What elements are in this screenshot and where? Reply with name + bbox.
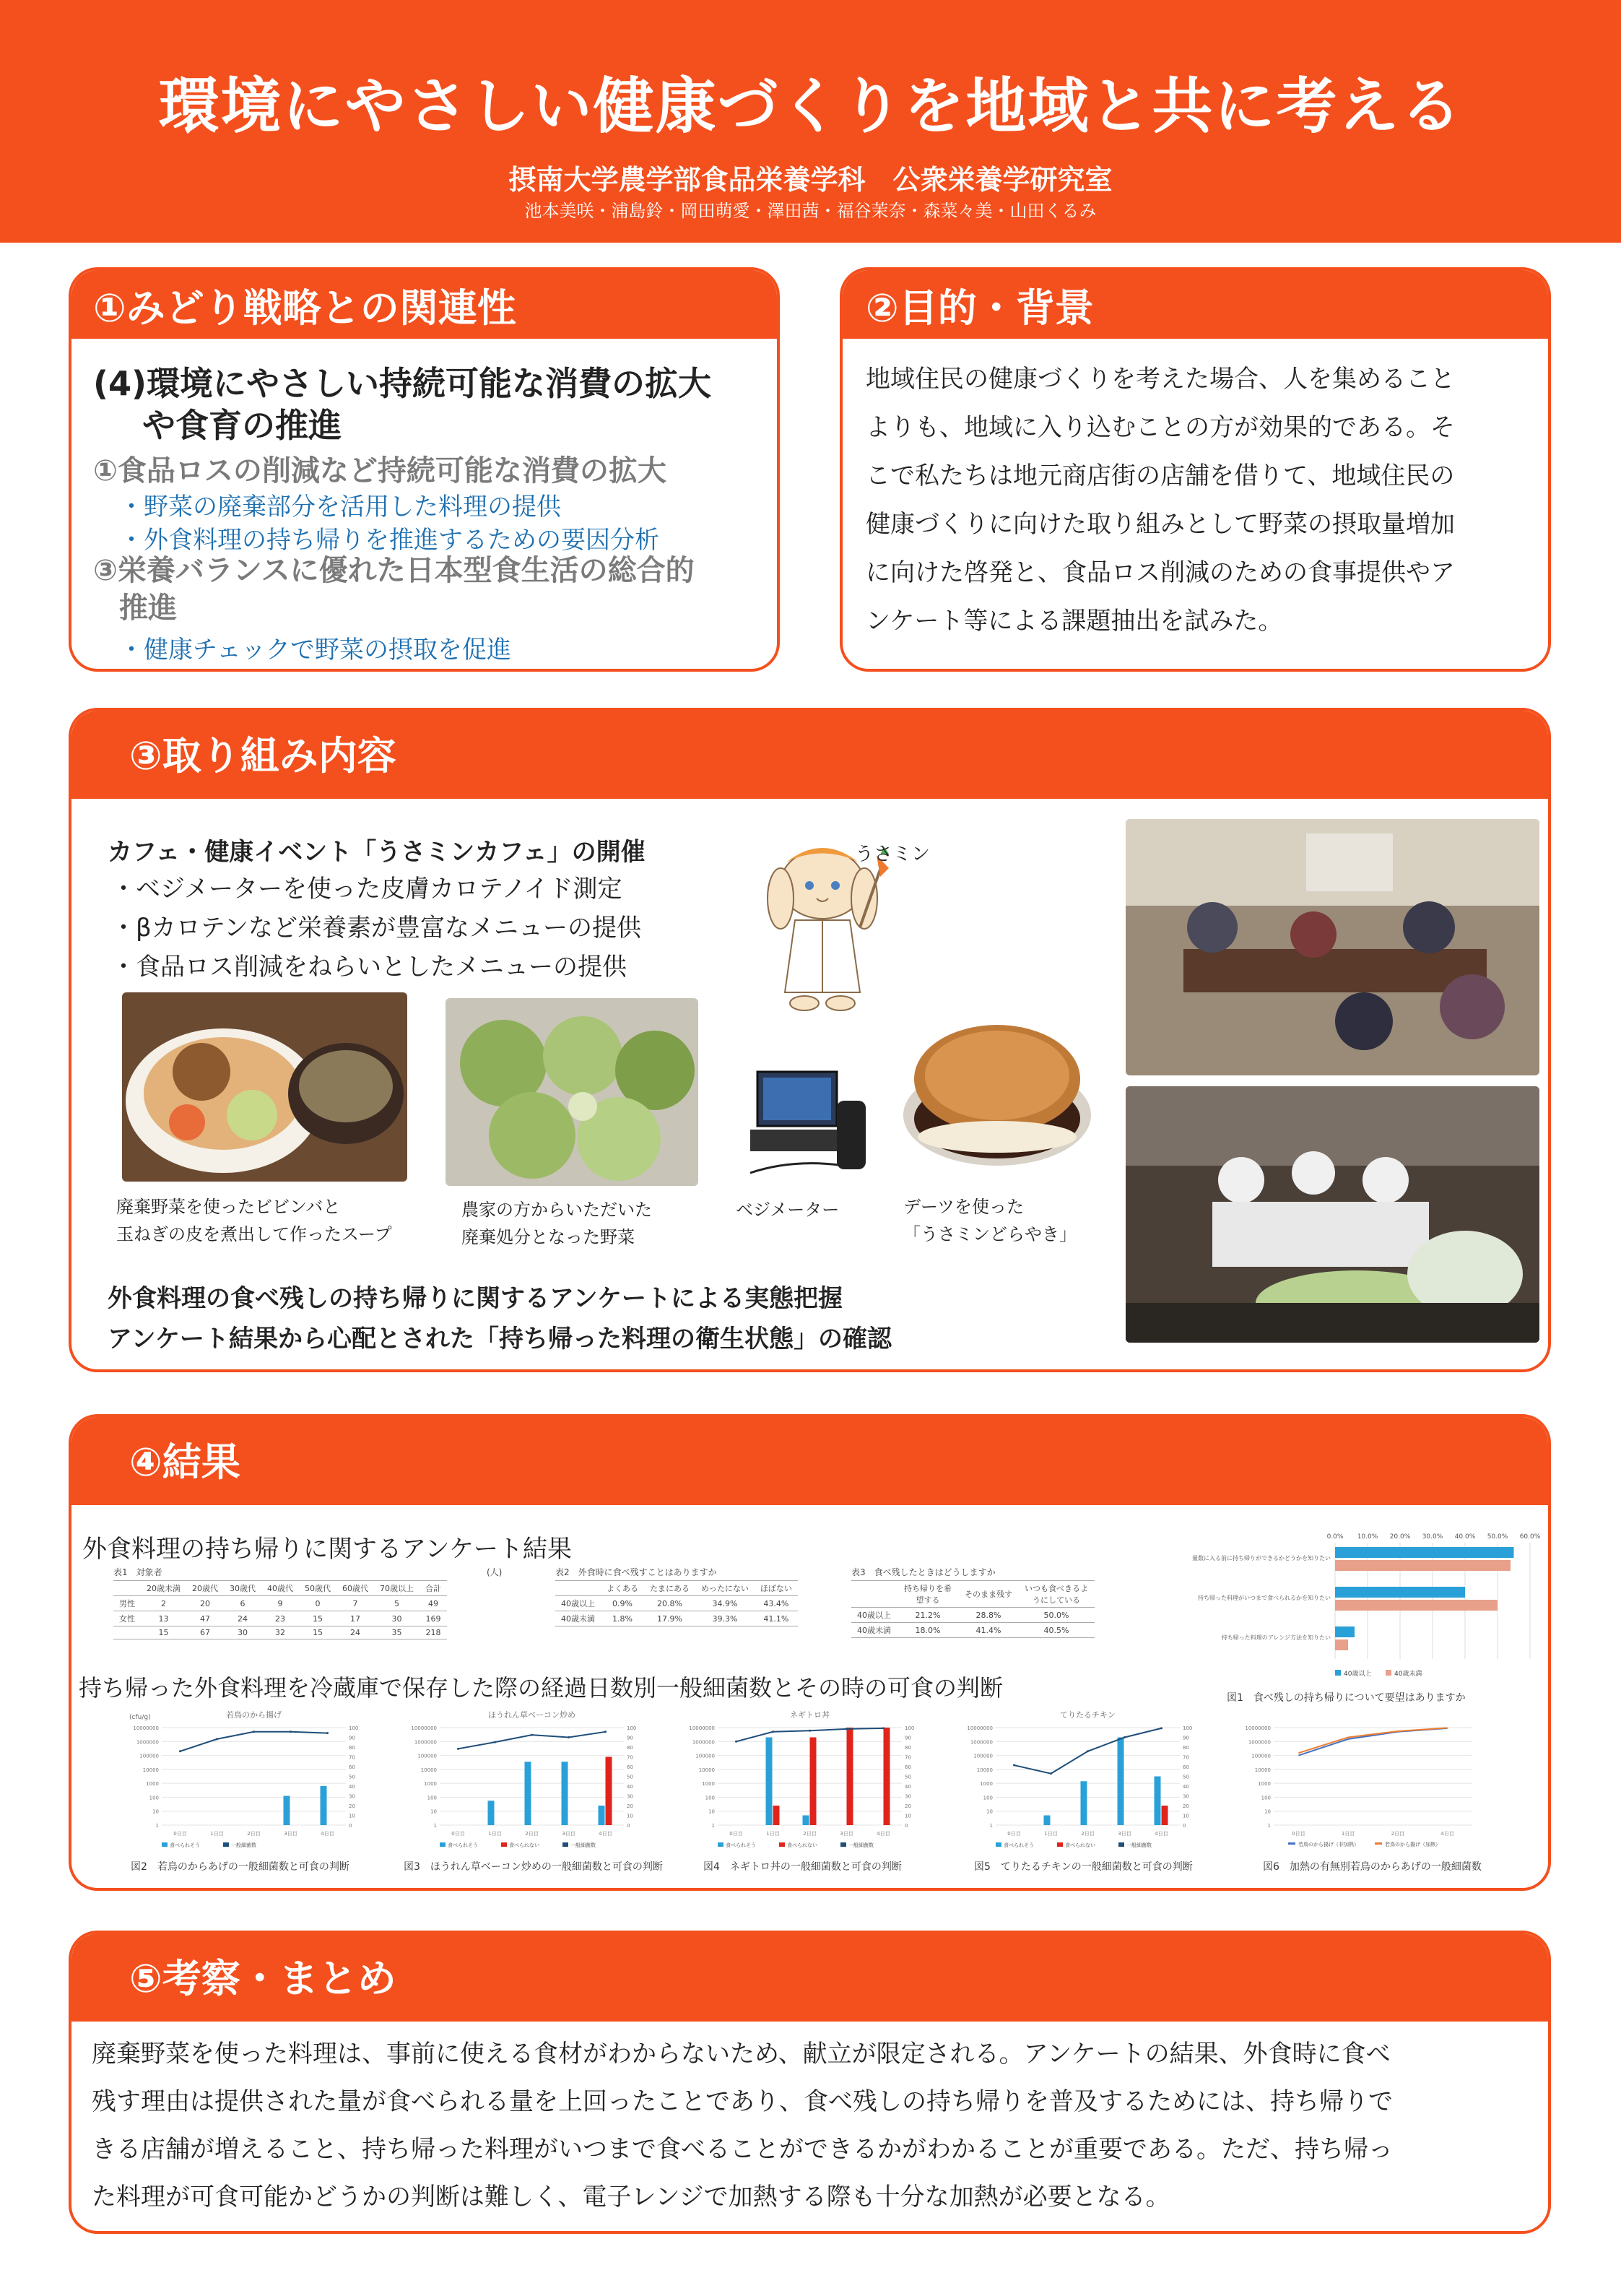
fig3-y-tick: 1000 <box>424 1781 437 1788</box>
fig4-y-tick: 10000 <box>698 1767 715 1773</box>
fig3-legend-swatch <box>562 1842 568 1847</box>
fig2-point <box>179 1750 181 1752</box>
fig5-chart <box>956 1706 1223 1865</box>
fig4-y-tick: 100 <box>705 1795 715 1801</box>
fig1-tick-label: 50.0% <box>1487 1533 1508 1541</box>
fig6-legend-swatch <box>1288 1842 1295 1845</box>
fig1-tick-label: 10.0% <box>1357 1533 1378 1541</box>
fig6-legend-label: 若鳥のから揚げ（加熱） <box>1385 1842 1440 1847</box>
fig5-y2-tick: 30 <box>1183 1793 1189 1800</box>
fig4-legend-swatch <box>779 1842 785 1847</box>
fig1-bar <box>1335 1639 1348 1650</box>
table1: 20歳未満 20歳代 30歳代 40歳代 50歳代 60歳代 70歳以上 合計 男性 2 20 6 9 0 7 5 49 女性 13 47 24 23 15 17 30 169 15 67 30 32 15 24 35 218 <box>113 1580 447 1639</box>
fig4-y2-tick: 90 <box>905 1735 911 1741</box>
fig4-y-tick: 1000000 <box>692 1739 715 1746</box>
fig2-y-tick: 1000000 <box>136 1739 159 1746</box>
fig6-y-tick: 100000 <box>1251 1753 1271 1759</box>
table3-caption: 表3 食べ残したときはどうしますか <box>851 1567 996 1577</box>
fig4-x-tick: 1日目 <box>766 1831 780 1837</box>
fig3-bar <box>488 1801 495 1825</box>
fig6-chart <box>1234 1706 1501 1865</box>
fig3-bar <box>562 1762 568 1825</box>
fig1-category-label: 持ち帰った料理のアレンジ方法を知りたい <box>1221 1634 1331 1641</box>
fig6-y-tick: 10 <box>1264 1808 1271 1815</box>
fig1-legend-swatch <box>1335 1670 1341 1676</box>
fig2-legend-swatch <box>223 1842 229 1847</box>
fig3-point <box>531 1734 533 1736</box>
fig2-legend-label: 一般細菌数 <box>231 1842 256 1848</box>
fig2-y2-tick: 10 <box>349 1813 355 1819</box>
s1-heading: (4)環境にやさしい持続可能な消費の拡大 や食育の推進 <box>93 364 712 445</box>
fig3-y2-tick: 20 <box>627 1803 633 1809</box>
fig2-point <box>253 1730 255 1733</box>
section-title-bar <box>71 1417 1548 1505</box>
fig5-point <box>1087 1750 1089 1752</box>
fig5-title: てりたるチキン <box>1060 1710 1116 1720</box>
fig5-y2-tick: 40 <box>1183 1784 1189 1790</box>
fig6-y-tick: 10000000 <box>1245 1725 1271 1731</box>
fig5-y2-tick: 60 <box>1183 1764 1189 1770</box>
fig4-y2-tick: 20 <box>905 1803 911 1809</box>
fig1-tick-label: 0.0% <box>1326 1533 1344 1541</box>
vegemeter-photo <box>736 1057 880 1184</box>
fig5-x-tick: 0日目 <box>1007 1831 1021 1837</box>
fig1-tick-label: 20.0% <box>1389 1533 1411 1541</box>
fig5-point <box>1013 1764 1015 1767</box>
fig6-y-tick: 10000 <box>1254 1767 1271 1773</box>
fig5-x-tick: 4日目 <box>1155 1831 1168 1837</box>
fig4-y2-tick: 40 <box>905 1784 911 1790</box>
fig1-legend-swatch <box>1386 1670 1391 1676</box>
fig2-bar <box>321 1786 327 1825</box>
fig3-caption: 図3 ほうれん草ベーコン炒めの一般細菌数と可食の判断 <box>404 1861 663 1873</box>
fig4-legend-swatch <box>718 1842 723 1847</box>
fig5-y2-tick: 50 <box>1183 1774 1189 1780</box>
fig1-tick-label: 60.0% <box>1519 1533 1541 1541</box>
section-title-bar <box>71 270 777 339</box>
caption-vegetables: 農家の方からいただいた 廃棄処分となった野菜 <box>461 1200 652 1247</box>
fig4-point <box>846 1728 848 1730</box>
fig5-point <box>1050 1772 1052 1775</box>
dorayaki-photo <box>887 711 1108 906</box>
fig4-y2-tick: 30 <box>905 1793 911 1800</box>
fig4-title: ネギトロ丼 <box>790 1710 830 1720</box>
authors: 池本美咲・浦島鈴・岡田萌愛・澤田茜・福谷茉奈・森菜々美・山田くるみ <box>524 201 1097 221</box>
fig4-legend-label: 食べられそう <box>726 1842 756 1848</box>
s1-bullet1: ・野菜の廃棄部分を活用した料理の提供 <box>119 493 561 521</box>
table2-caption: 表2 外食時に食べ残すことはありますか <box>555 1567 717 1577</box>
fig6-y-tick: 1000 <box>1258 1781 1271 1788</box>
fig5-y2-tick: 80 <box>1183 1745 1189 1751</box>
survey-summary: 外食料理の食べ残しの持ち帰りに関するアンケートによる実態把握 アンケート結果から心配とされた「持ち帰った料理の衛生状態」の確認 <box>108 1284 892 1353</box>
fig2-y2-tick: 70 <box>349 1754 355 1761</box>
fig1-chart <box>1097 1518 1544 1684</box>
fig2-point <box>216 1738 218 1740</box>
fig5-y-tick: 10000 <box>976 1767 993 1773</box>
fig4-y-tick: 10000000 <box>689 1725 715 1731</box>
fig2-x-tick: 2日目 <box>247 1831 261 1837</box>
fig3-point <box>604 1730 607 1733</box>
fig1-legend-label: 40歳以上 <box>1344 1671 1372 1678</box>
fig3-y-tick: 100000 <box>417 1753 437 1759</box>
caption-vegemeter: ベジメーター <box>736 1200 840 1220</box>
fig5-y-tick: 1000 <box>980 1781 993 1788</box>
fig5-bar <box>1155 1777 1161 1826</box>
fig5-y2-tick: 20 <box>1183 1803 1189 1809</box>
fig2-ylabel: (cfu/g) <box>129 1714 151 1721</box>
cafe-event-photo-1 <box>1126 819 1539 1075</box>
fig2-y2-tick: 40 <box>349 1784 355 1790</box>
fig2-caption: 図2 若鳥のからあげの一般細菌数と可食の判断 <box>131 1861 349 1873</box>
fig6-legend-label: 若鳥のから揚げ（非加熱） <box>1298 1842 1359 1847</box>
fig3-legend-swatch <box>501 1842 507 1847</box>
fig1-caption: 図1 食べ残しの持ち帰りについて要望はありますか <box>1227 1692 1466 1704</box>
fig4-y-tick: 1 <box>711 1823 715 1829</box>
fig5-point <box>1124 1736 1126 1738</box>
section-title-bar <box>71 1933 1548 2022</box>
fig4-point <box>809 1730 811 1732</box>
bacteria-title: 持ち帰った外食料理を冷蔵庫で保存した際の経過日数別一般細菌数とその時の可食の判断 <box>79 1674 1004 1702</box>
fig3-y2-tick: 100 <box>627 1725 637 1731</box>
fig3-y2-tick: 10 <box>627 1813 633 1819</box>
fig4-y-tick: 10 <box>708 1808 715 1815</box>
fig2-point <box>326 1732 329 1734</box>
fig1-tick-label: 40.0% <box>1454 1533 1476 1541</box>
fig4-point <box>735 1741 737 1743</box>
fig3-y-tick: 10000 <box>420 1767 437 1773</box>
fig2-y-tick: 100000 <box>139 1753 159 1759</box>
fig2-y-tick: 10000000 <box>133 1725 159 1731</box>
fig4-bar <box>847 1728 853 1825</box>
fig2-y2-tick: 20 <box>349 1803 355 1809</box>
fig3-legend-label: 食べられない <box>509 1842 539 1848</box>
fig5-bar <box>1162 1806 1168 1825</box>
fig5-legend-swatch <box>1118 1842 1124 1847</box>
fig4-point <box>772 1730 774 1733</box>
fig1-tick-label: 30.0% <box>1422 1533 1443 1541</box>
fig3-y2-tick: 70 <box>627 1754 633 1761</box>
fig3-y-tick: 1000000 <box>414 1739 437 1746</box>
fig5-bar <box>1044 1816 1051 1826</box>
discussion-text: 廃棄野菜を使った料理は、事前に使える食材がわからないため、献立が限定される。アンケートの結果、外食時に食べ 残す理由は提供された量が食べられる量を上回ったことであり、食べ残しの持ち帰りを普及するためには、持ち帰りで きる店舗が増えること、持ち帰った料理がいつまで食べることができるかがわかることが重要である。ただ、持ち帰っ た料理が可食可能かどうかの判断は難しく、電子レンジで加熱する際も十分な加熱が必要となる。 <box>92 2040 1393 2211</box>
fig2-y-tick: 100 <box>149 1795 159 1801</box>
fig4-y2-tick: 10 <box>905 1813 911 1819</box>
fig2-x-tick: 4日目 <box>321 1831 334 1837</box>
fig4-legend-label: 食べられない <box>787 1842 817 1848</box>
fig4-bar <box>766 1738 773 1826</box>
fig5-legend-swatch <box>1057 1842 1063 1847</box>
fig5-x-tick: 2日目 <box>1081 1831 1095 1837</box>
fig2-bar <box>284 1796 290 1826</box>
fig5-x-tick: 1日目 <box>1044 1831 1058 1837</box>
fig4-x-tick: 2日目 <box>803 1831 817 1837</box>
fig4-y-tick: 100000 <box>695 1753 715 1759</box>
s1-sub3: ③栄養バランスに優れた日本型食生活の総合的 推進 <box>93 554 695 625</box>
fig2-chart <box>122 1706 389 1865</box>
fig4-x-tick: 4日目 <box>877 1831 890 1837</box>
fig6-legend-swatch <box>1375 1842 1382 1845</box>
fig3-y2-tick: 0 <box>627 1823 630 1829</box>
fig3-point <box>457 1748 459 1750</box>
fig3-point <box>568 1736 570 1738</box>
fig3-x-tick: 4日目 <box>599 1831 612 1837</box>
mascot-label: うさミン <box>855 844 931 865</box>
fig5-y2-tick: 0 <box>1183 1823 1186 1829</box>
fig5-y-tick: 1000000 <box>970 1739 993 1746</box>
fig4-x-tick: 3日目 <box>840 1831 853 1837</box>
caption-dorayaki: デーツを使った 「うさミンどらやき」 <box>903 1197 1077 1244</box>
fig5-legend-label: 食べられそう <box>1004 1842 1034 1848</box>
fig5-point <box>1160 1727 1162 1729</box>
fig3-y-tick: 10 <box>430 1808 437 1815</box>
fig4-y2-tick: 100 <box>905 1725 915 1731</box>
fig6-line <box>1298 1728 1447 1753</box>
fig5-y-tick: 100000 <box>973 1753 993 1759</box>
fig1-bar <box>1335 1560 1511 1571</box>
fig2-x-tick: 0日目 <box>173 1831 187 1837</box>
fig5-bar <box>1081 1781 1087 1825</box>
fig5-y-tick: 10000000 <box>967 1725 993 1731</box>
fig4-y2-tick: 0 <box>905 1823 908 1829</box>
fig2-x-tick: 1日目 <box>210 1831 224 1837</box>
fig1-bar <box>1335 1547 1514 1558</box>
fig3-x-tick: 3日目 <box>562 1831 575 1837</box>
table1-caption: 表1 対象者 <box>113 1567 162 1577</box>
fig3-chart <box>400 1706 667 1865</box>
fig2-y2-tick: 30 <box>349 1793 355 1800</box>
fig6-y-tick: 1000000 <box>1248 1739 1271 1746</box>
fig4-bar <box>773 1806 780 1825</box>
section-purpose <box>840 267 1551 672</box>
fig2-y-tick: 1000 <box>146 1781 159 1788</box>
fig6-y-tick: 100 <box>1261 1795 1271 1801</box>
fig2-y2-tick: 90 <box>349 1735 355 1741</box>
fig2-y-tick: 1 <box>155 1823 159 1829</box>
fig6-caption: 図6 加熱の有無別若鳥のからあげの一般細菌数 <box>1263 1861 1482 1873</box>
fig5-y-tick: 100 <box>983 1795 993 1801</box>
fig2-legend-label: 食べられそう <box>170 1842 200 1848</box>
fig5-y-tick: 10 <box>986 1808 993 1815</box>
fig6-x-tick: 0日目 <box>1292 1831 1305 1837</box>
table2: よくある たまにある めったにない ほぼない 40歳以上 0.9% 20.8% 34.9% 43.4% 40歳未満 1.8% 17.9% 39.3% 41.1% <box>555 1580 798 1626</box>
section-midori-strategy <box>69 267 780 672</box>
fig4-point <box>882 1727 885 1729</box>
fig2-y2-tick: 50 <box>349 1774 355 1780</box>
fig4-caption: 図4 ネギトロ丼の一般細菌数と可食の判断 <box>703 1861 902 1873</box>
poster-title: 環境にやさしい健康づくりを地域と共に考える <box>158 71 1463 142</box>
fig3-y2-tick: 60 <box>627 1764 633 1770</box>
fig3-legend-label: 食べられそう <box>448 1842 478 1848</box>
poster-header <box>0 0 1621 243</box>
section-title: ②目的・背景 <box>866 285 1094 331</box>
fig5-y2-tick: 10 <box>1183 1813 1189 1819</box>
fig5-legend-label: 一般細菌数 <box>1126 1842 1152 1848</box>
fig6-x-tick: 2日目 <box>1391 1831 1405 1837</box>
fig3-x-tick: 1日目 <box>488 1831 502 1837</box>
s1-bullet3: ・健康チェックで野菜の摂取を促進 <box>119 636 511 664</box>
fig5-y2-tick: 70 <box>1183 1754 1189 1761</box>
fig2-y2-tick: 0 <box>349 1823 352 1829</box>
cafe-event-photo-2 <box>1126 1086 1539 1343</box>
fig2-y2-tick: 60 <box>349 1764 355 1770</box>
purpose-text: 地域住民の健康づくりを考えた場合、人を集めること よりも、地域に入り込むことの方が効果的である。そ こで私たちは地元商店街の店舗を借りて、地域住民の 健康づくりに向けた取り組みとして野菜の摂取量増加 に向けた啓発と、食品ロス削減のための食事提供やア ンケート等による課題抽出を試みた。 <box>866 365 1455 636</box>
bibimbap-photo <box>122 992 407 1182</box>
fig1-bar <box>1335 1587 1465 1598</box>
fig5-legend-label: 食べられない <box>1065 1842 1095 1848</box>
fig6-x-tick: 4日目 <box>1440 1831 1454 1837</box>
fig3-point <box>494 1741 496 1743</box>
table3: 持ち帰りを希望する そのまま残す いつも食べきるようにしている 40歳以上 21.2% 28.8% 50.0% 40歳未満 18.0% 41.4% 40.5% <box>851 1580 1095 1638</box>
section-title-bar <box>71 711 1548 799</box>
section-title: ①みどり戦略との関連性 <box>93 285 516 331</box>
fig5-y2-tick: 90 <box>1183 1735 1189 1741</box>
fig4-y2-tick: 50 <box>905 1774 911 1780</box>
s1-sub1: ①食品ロスの削減など持続可能な消費の拡大 <box>93 454 666 488</box>
fig3-legend-swatch <box>440 1842 446 1847</box>
fig4-x-tick: 0日目 <box>729 1831 743 1837</box>
fig4-y2-tick: 80 <box>905 1745 911 1751</box>
fig5-legend-swatch <box>996 1842 1001 1847</box>
fig2-title: 若鳥のから揚げ <box>226 1710 282 1720</box>
fig3-y-tick: 1 <box>433 1823 437 1829</box>
fig3-y-tick: 100 <box>427 1795 437 1801</box>
fig2-point <box>290 1730 292 1733</box>
fig1-legend-label: 40歳未満 <box>1394 1671 1422 1678</box>
fig4-bar <box>810 1738 817 1826</box>
dorayaki-photo-image <box>887 992 1108 1187</box>
fig2-x-tick: 3日目 <box>284 1831 297 1837</box>
fig3-y2-tick: 30 <box>627 1793 633 1800</box>
discarded-vegetables-photo <box>446 998 698 1186</box>
fig5-y-tick: 1 <box>989 1823 993 1829</box>
fig3-x-tick: 0日目 <box>451 1831 465 1837</box>
fig3-y-tick: 10000000 <box>411 1725 437 1731</box>
fig4-bar <box>884 1728 890 1825</box>
fig3-bar <box>599 1806 605 1825</box>
fig1-bar <box>1335 1600 1498 1611</box>
fig2-y2-tick: 80 <box>349 1745 355 1751</box>
survey-title: 外食料理の持ち帰りに関するアンケート結果 <box>82 1535 572 1564</box>
fig5-caption: 図5 てりたるチキンの一般細菌数と可食の判断 <box>974 1861 1193 1873</box>
caption-bibimbap: 廃棄野菜を使ったビビンバと 玉ねぎの皮を煮出して作ったスープ <box>116 1197 392 1244</box>
fig2-legend-swatch <box>162 1842 168 1847</box>
fig3-y2-tick: 40 <box>627 1784 633 1790</box>
fig3-bar <box>606 1757 612 1826</box>
fig2-y-tick: 10 <box>152 1808 159 1815</box>
section-discussion <box>69 1931 1551 2234</box>
fig3-legend-label: 一般細菌数 <box>570 1842 596 1848</box>
section-results <box>69 1414 1551 1891</box>
fig6-y-tick: 1 <box>1267 1823 1271 1829</box>
fig4-legend-swatch <box>840 1842 846 1847</box>
fig6-x-tick: 1日目 <box>1341 1831 1355 1837</box>
fig2-y-tick: 10000 <box>142 1767 159 1773</box>
fig4-y2-tick: 60 <box>905 1764 911 1770</box>
table1-unit: (人) <box>487 1567 503 1577</box>
fig3-x-tick: 2日目 <box>525 1831 539 1837</box>
fig1-category-label: 量数に入る前に持ち帰りができるかどうかを知りたい <box>1192 1555 1331 1561</box>
fig4-legend-label: 一般細菌数 <box>848 1842 874 1848</box>
fig3-y2-tick: 90 <box>627 1735 633 1741</box>
fig5-x-tick: 3日目 <box>1118 1831 1131 1837</box>
section-title: ④結果 <box>129 1439 240 1485</box>
fig4-y2-tick: 70 <box>905 1754 911 1761</box>
fig4-y-tick: 1000 <box>702 1781 715 1788</box>
fig1-bar <box>1335 1626 1355 1637</box>
section-activities <box>69 708 1551 1372</box>
event-items: ・ベジメーターを使った皮膚カロテノイド測定 ・βカロテンなど栄養素が豊富なメニューの提供 ・食品ロス削減をねらいとしたメニューの提供 <box>111 875 641 982</box>
fig3-bar <box>525 1762 531 1825</box>
event-title: カフェ・健康イベント「うさミンカフェ」の開催 <box>108 838 646 867</box>
section-title-bar <box>843 270 1548 339</box>
fig1-category-label: 持ち帰った料理がいつまで食べられるかを知りたい <box>1198 1595 1331 1601</box>
fig5-bar <box>1118 1738 1124 1826</box>
fig2-y2-tick: 100 <box>349 1725 359 1731</box>
fig5-y2-tick: 100 <box>1183 1725 1193 1731</box>
affiliation: 摂南大学農学部食品栄養学科 公衆栄養学研究室 <box>508 164 1113 196</box>
fig3-y2-tick: 50 <box>627 1774 633 1780</box>
section-title: ⑤考察・まとめ <box>129 1956 396 2001</box>
section-title: ③取り組み内容 <box>129 733 396 779</box>
fig4-chart <box>678 1706 945 1865</box>
s1-bullet2: ・外食料理の持ち帰りを推進するための要因分析 <box>119 526 659 555</box>
fig4-bar <box>803 1816 809 1826</box>
fig3-y2-tick: 80 <box>627 1745 633 1751</box>
fig3-title: ほうれん草ベーコン炒め <box>488 1710 575 1720</box>
